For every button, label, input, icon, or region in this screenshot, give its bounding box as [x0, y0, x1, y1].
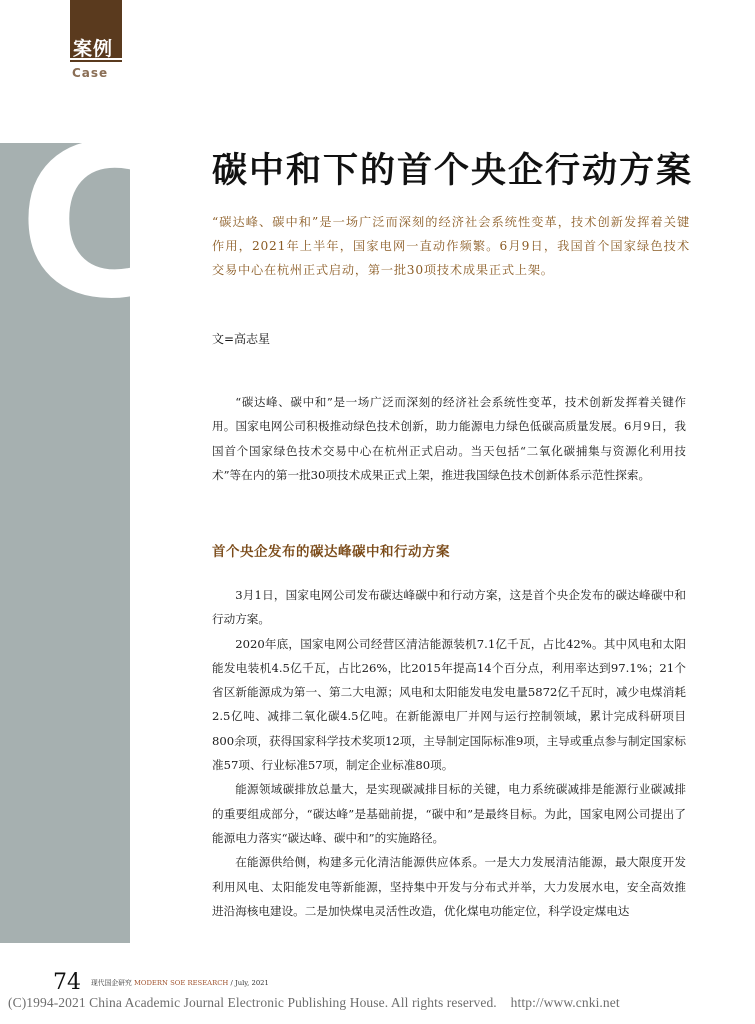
- issue-date: July, 2021: [234, 979, 269, 987]
- body-paragraph: 3月1日，国家电网公司发布碳达峰碳中和行动方案，这是首个央企发布的碳达峰碳中和行动方案。: [212, 588, 686, 627]
- copyright-notice: (C)1994-2021 China Academic Journal Electronic Publishing House. All rights reserved. http://www.cnki.net: [8, 995, 620, 1010]
- journal-name-en: MODERN SOE RESEARCH: [133, 979, 229, 987]
- intro-paragraph: “碳达峰、碳中和”是一场广泛而深刻的经济社会系统性变革，技术创新发挥着关键作用。国家电网公司积极推动绿色技术创新，助力能源电力绿色低碳高质量发展。6月9日，我国首个国家绿色技术交易中心在杭州正式启动。当天包括“二氧化碳捕集与资源化利用技术”等在内的第一批30项技术成果正式上架，推进我国绿色技术创新体系示范性探索。: [212, 395, 686, 482]
- section-label-english: Case: [72, 66, 109, 80]
- footer-separator: /: [230, 979, 233, 987]
- page-number: 74: [53, 970, 81, 995]
- article-body: [212, 583, 686, 923]
- body-paragraph: 能源领域碳排放总量大，是实现碳减排目标的关键，电力系统碳减排是能源行业碳减排的重要组成部分，“碳达峰”是基础前提，“碳中和”是最终目标。为此，国家电网公司提出了能源电力落实“碳达峰、碳中和”的实施路径。: [212, 782, 686, 845]
- body-paragraph: 在能源供给侧，构建多元化清洁能源供应体系。一是大力发展清洁能源，最大限度开发利用风电、太阳能发电等新能源，坚持集中开发与分布式并举，大力发展水电，安全高效推进沿海核电建设。二是加快煤电灵活性改造，优化煤电功能定位，科学设定煤电达: [212, 855, 686, 918]
- section-label: 案例: [73, 38, 114, 60]
- journal-name-cn: 现代国企研究: [91, 979, 132, 987]
- section-divider: [70, 60, 122, 62]
- journal-footer: [91, 977, 269, 987]
- section-tab: [70, 0, 122, 58]
- article-byline: 文=高志星: [212, 332, 271, 346]
- article-intro: [212, 390, 686, 487]
- article-lede: “碳达峰、碳中和”是一场广泛而深刻的经济社会系统性变革，技术创新发挥着关键作用，2021年上半年，国家电网一直动作频繁。6月9日，我国首个国家绿色技术交易中心在杭州正式启动，第一批30项技术成果正式上架。: [212, 215, 690, 277]
- article-title: 碳中和下的首个央企行动方案: [212, 151, 694, 191]
- article-subheading: 首个央企发布的碳达峰碳中和行动方案: [212, 544, 450, 560]
- decorative-initial: C: [18, 100, 173, 345]
- body-paragraph: 2020年底，国家电网公司经营区清洁能源装机7.1亿千瓦，占比42%。其中风电和太阳能发电装机4.5亿千瓦，占比26%，比2015年提高14个百分点，利用率达到97.1%；21个省区新能源成为第一、第二大电源；风电和太阳能发电发电量5872亿千瓦时，减少电煤消耗2.5亿吨、减排二氧化碳4.5亿吨。在新能源电厂并网与运行控制领域，累计完成科研项目800余项，获得国家科学技术奖项12项，主导制定国际标准9项，主导或重点参与制定国家标准57项、行业标准57项，制定企业标准80项。: [212, 636, 686, 773]
